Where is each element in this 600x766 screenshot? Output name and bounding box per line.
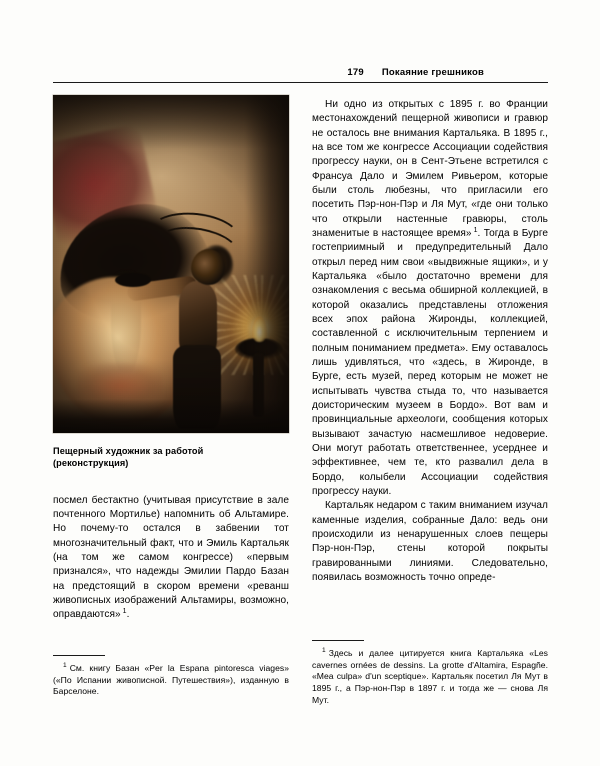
figure-caption-line1: Пещерный художник за работой xyxy=(53,446,204,456)
footnote-rule xyxy=(312,640,364,641)
footnote-marker: 1 xyxy=(63,662,67,670)
paragraph xyxy=(312,98,548,499)
page-number: 179 xyxy=(347,67,364,78)
left-footnote-text: См. книгу Базан «Per la Espana pintoresca viages» («По Испании живописной. Путешествия»), изданную в Барселоне. xyxy=(53,663,289,697)
right-paragraph-1b: . Тогда в Бурге гостеприимный и предупредительный Дало открыл перед ним свои «выдвижные ящики», и у Картальяка «было достаточно времени для ознакомления с весьма обширной коллекцией, в которой оказались представлены отложения всех эпох района Жиронды, коллекцией, составленной с исключительным терпением и полным пониманием предмета». Ему оставалось лишь удивляться, что «здесь, в Жиронде, в Бурге, есть музей, перед которым не может не испытывать чувства стыда то, что называется доисторическим музеем в Бордо». Вот вам и провинциальные археологи, сообщения которых вызывают зачастую насмешливое недоверие. Они могут работать ответственнее, усерднее и эффективнее, чем те, кто развалил дела в Бордо, колыбели Ассоциации содействия прогрессу науки. xyxy=(312,227,548,497)
paragraph: посмел бестактно (учитывая присутствие в зале почтенного Мортилье) напомнить об Альтамире. Но почему-то остался в забвении тот многозначительный факт, что и Эмиль Картальяк (на том же самом конгрессе) «первым признался», что надежды Эмилии Пардо Базан на предстоящий в скором времени «реванш живописных изображений Альтамиры, возможно, оправдаются» $^1$. xyxy=(53,494,289,621)
footnote-rule xyxy=(53,655,105,656)
running-head xyxy=(53,58,548,78)
figure-caption xyxy=(53,445,253,470)
footnote-ref[interactable]: 1 xyxy=(473,226,478,234)
cave-painting-image xyxy=(53,95,289,433)
footnote-paragraph xyxy=(312,648,548,706)
running-title: Покаяние грешников xyxy=(381,67,484,78)
right-column xyxy=(312,98,548,705)
paragraph xyxy=(312,499,548,585)
footnote-ref[interactable]: 1 xyxy=(122,607,127,615)
print-grain xyxy=(53,95,289,433)
figure-illustration xyxy=(53,95,289,433)
right-footnote-block xyxy=(312,628,548,706)
footnote-marker: 1 xyxy=(322,647,326,655)
right-footnote xyxy=(312,648,548,706)
left-body-text xyxy=(53,494,289,623)
left-column xyxy=(53,95,289,697)
right-paragraph-1a: Ни одно из открытых с 1895 г. во Франции местонахождений пещерной живописи и гравюр не осталось вне внимания Картальяка. В 1895 г., на все том же конгрессе Ассоциации содействия прогрессу науки, он в Сент-Этьене встретился с Франсуа Дало и Эмилем Ривьером, которые были столь любезны, что пригласили его посетить Пэр-нон-Пэр и Ля Мут, «где они только что открыли настенные гравюры, столь знаменитые в настоящее время» xyxy=(312,99,548,239)
header-rule xyxy=(53,82,548,83)
right-footnote-text: Здесь и далее цитируется книга Картальяка «Les cavernes ornées de dessins. La grotte d'Altamira, Espagñe. «Mea culpa» d'un sceptique». Картальяк посетил Ля Мут в 1895 г., а Пэр-нон-Пэр в 1897 г. и тогда же — снова Ля Мут. xyxy=(312,648,548,705)
right-paragraph-2: Картальяк недаром с таким вниманием изучал каменные изделия, собранные Дало: ведь они происходили из ненарушенных слоев пещеры Пэр-нон-Пэр, стены которой покрыты гравированными линиями. Следовательно, появилась возможность точно опреде- xyxy=(312,500,548,583)
right-body-text xyxy=(312,98,548,585)
left-paragraph-text: посмел бестактно (учитывая присутствие в зале почтенного Мортилье) напомнить об Альтамире. Но почему-то остался в забвении тот многозначительный факт, что и Эмиль Картальяк (на том же самом конгрессе) «первым признался», что надежды Эмилии Пардо Базан на предстоящий в скором времени «реванш живописных изображений Альтамиры, возможно, оправдаются» xyxy=(53,494,289,621)
figure-caption-line2: (реконструкция) xyxy=(53,458,129,469)
left-footnote xyxy=(53,663,289,698)
footnote-paragraph xyxy=(53,663,289,698)
left-footnote-block xyxy=(53,643,289,698)
